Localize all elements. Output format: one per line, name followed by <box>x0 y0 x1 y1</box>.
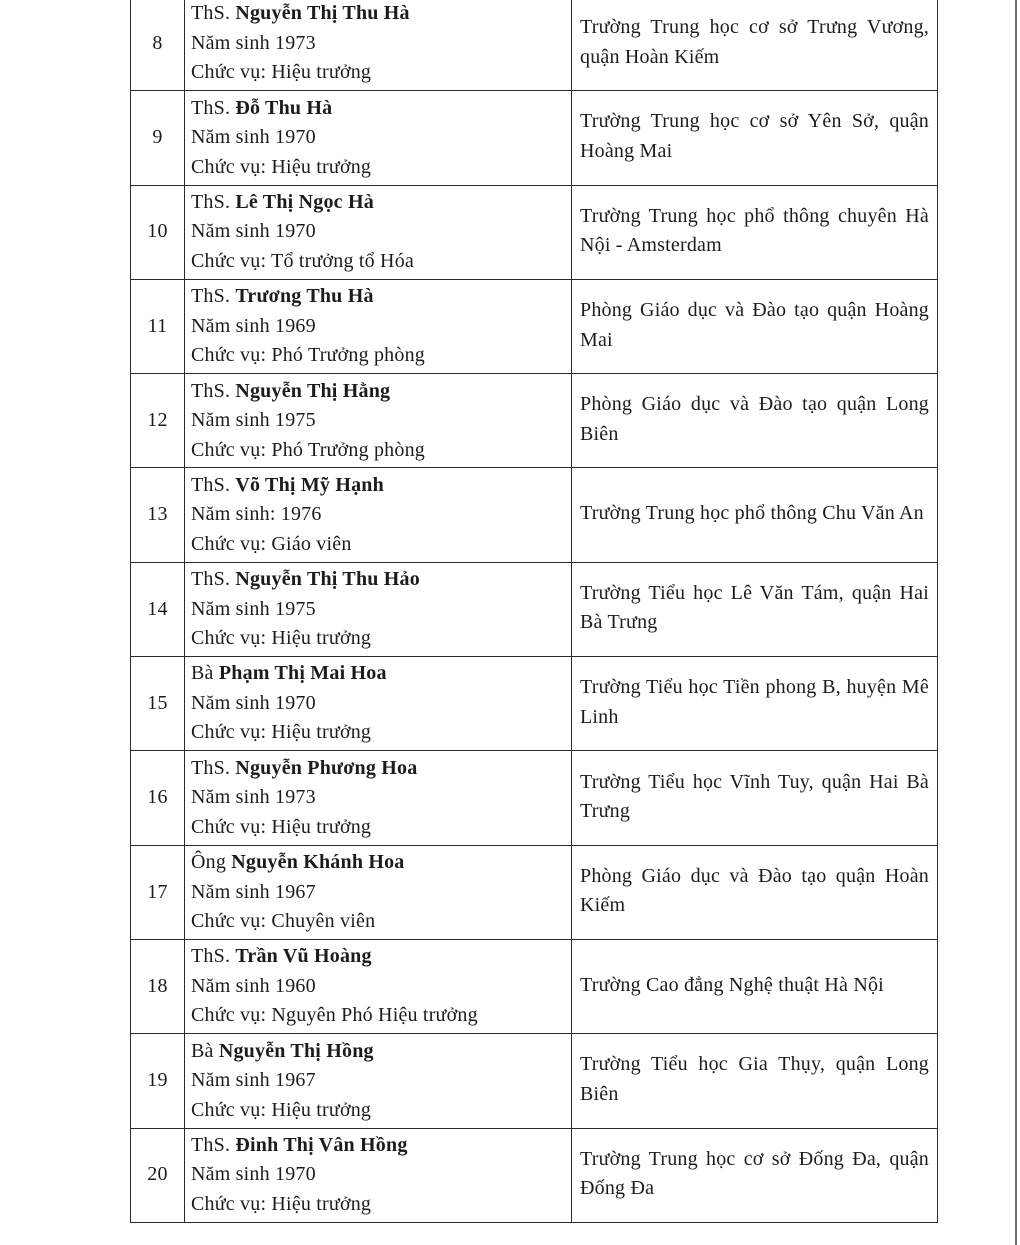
table-row <box>131 939 938 1033</box>
birth-year: Năm sinh 1970 <box>191 691 316 714</box>
person-title-line <box>191 1037 567 1067</box>
workplace: Trường Tiểu học Tiền phong B, huyện Mê Linh <box>572 657 938 751</box>
person-cell <box>185 0 572 91</box>
row-number: 11 <box>131 279 185 373</box>
person-cell <box>185 1034 572 1128</box>
position: Chức vụ: Hiệu trưởng <box>191 815 372 838</box>
birth-year: Năm sinh 1967 <box>191 880 316 903</box>
person-name: Đinh Thị Vân Hồng <box>235 1133 408 1156</box>
person-cell <box>185 279 572 373</box>
position: Chức vụ: Giáo viên <box>191 532 352 555</box>
person-title-line <box>191 942 567 972</box>
person-name: Võ Thị Mỹ Hạnh <box>235 473 384 496</box>
person-title-line <box>191 565 567 595</box>
birth-year: Năm sinh 1967 <box>191 1069 316 1092</box>
person-name: Phạm Thị Mai Hoa <box>218 662 387 685</box>
birth-year: Năm sinh 1970 <box>191 1163 316 1186</box>
position: Chức vụ: Chuyên viên <box>191 910 376 933</box>
person-title: ThS. <box>191 379 231 402</box>
workplace: Trường Trung học cơ sở Trưng Vương, quận Hoàn Kiếm <box>572 0 938 91</box>
table-row <box>131 91 938 185</box>
workplace: Trường Cao đẳng Nghệ thuật Hà Nội <box>572 939 938 1033</box>
workplace: Phòng Giáo dục và Đào tạo quận Hoàn Kiếm <box>572 845 938 939</box>
workplace: Trường Tiểu học Lê Văn Tám, quận Hai Bà Trưng <box>572 562 938 656</box>
position: Chức vụ: Hiệu trưởng <box>191 721 372 744</box>
table-row <box>131 185 938 279</box>
table-row <box>131 657 938 751</box>
birth-year: Năm sinh 1970 <box>191 126 316 149</box>
person-name: Đỗ Thu Hà <box>235 96 333 119</box>
birth-year: Năm sinh 1970 <box>191 220 316 243</box>
table-row <box>131 1034 938 1128</box>
birth-year: Năm sinh 1960 <box>191 974 316 997</box>
table-row <box>131 374 938 468</box>
table-row <box>131 845 938 939</box>
workplace: Trường Trung học phổ thông Chu Văn An <box>572 468 938 562</box>
person-title-line <box>191 1131 567 1161</box>
birth-year: Năm sinh: 1976 <box>191 503 322 526</box>
table-row <box>131 468 938 562</box>
position: Chức vụ: Hiệu trưởng <box>191 627 372 650</box>
table-row <box>131 279 938 373</box>
row-number: 9 <box>131 91 185 185</box>
row-number: 17 <box>131 845 185 939</box>
person-title: ThS. <box>191 756 231 779</box>
table-row <box>131 1128 938 1222</box>
table-row <box>131 562 938 656</box>
person-name: Nguyễn Thị Thu Hảo <box>235 568 420 591</box>
birth-year: Năm sinh 1975 <box>191 597 316 620</box>
person-title: ThS. <box>191 1133 231 1156</box>
position: Chức vụ: Phó Trưởng phòng <box>191 344 425 367</box>
birth-year: Năm sinh 1975 <box>191 409 316 432</box>
row-number: 12 <box>131 374 185 468</box>
person-title: ThS. <box>191 96 231 119</box>
personnel-table-body <box>131 0 938 1222</box>
person-cell <box>185 1128 572 1222</box>
person-title: Bà <box>191 662 214 685</box>
table-row <box>131 751 938 845</box>
person-cell <box>185 468 572 562</box>
position: Chức vụ: Phó Trưởng phòng <box>191 438 425 461</box>
person-title-line <box>191 471 567 501</box>
table-row <box>131 0 938 91</box>
page-edge-shadow <box>1015 0 1017 1245</box>
person-name: Nguyễn Thị Thu Hà <box>235 2 410 25</box>
workplace: Trường Tiểu học Gia Thụy, quận Long Biên <box>572 1034 938 1128</box>
birth-year: Năm sinh 1969 <box>191 314 316 337</box>
personnel-table <box>130 0 938 1223</box>
person-name: Nguyễn Khánh Hoa <box>231 851 405 874</box>
position: Chức vụ: Nguyên Phó Hiệu trưởng <box>191 1004 478 1027</box>
person-cell <box>185 751 572 845</box>
row-number: 16 <box>131 751 185 845</box>
person-title: ThS. <box>191 285 231 308</box>
person-title: ThS. <box>191 945 231 968</box>
person-name: Nguyễn Thị Hằng <box>235 379 391 402</box>
person-title: Bà <box>191 1039 214 1062</box>
row-number: 18 <box>131 939 185 1033</box>
person-name: Nguyễn Thị Hồng <box>218 1039 374 1062</box>
workplace: Trường Trung học cơ sở Yên Sở, quận Hoàng Mai <box>572 91 938 185</box>
person-cell <box>185 939 572 1033</box>
row-number: 19 <box>131 1034 185 1128</box>
person-title-line <box>191 754 567 784</box>
workplace: Phòng Giáo dục và Đào tạo quận Long Biên <box>572 374 938 468</box>
person-title-line <box>191 0 567 29</box>
person-name: Nguyễn Phương Hoa <box>235 756 418 779</box>
person-cell <box>185 374 572 468</box>
person-cell <box>185 845 572 939</box>
person-title: ThS. <box>191 190 231 213</box>
position: Chức vụ: Hiệu trưởng <box>191 1098 372 1121</box>
person-title-line <box>191 659 567 689</box>
position: Chức vụ: Hiệu trưởng <box>191 1192 372 1215</box>
workplace: Trường Tiểu học Vĩnh Tuy, quận Hai Bà Trưng <box>572 751 938 845</box>
row-number: 14 <box>131 562 185 656</box>
person-title-line <box>191 282 567 312</box>
row-number: 8 <box>131 0 185 91</box>
person-title-line <box>191 94 567 124</box>
person-cell <box>185 185 572 279</box>
workplace: Phòng Giáo dục và Đào tạo quận Hoàng Mai <box>572 279 938 373</box>
position: Chức vụ: Tổ trưởng tổ Hóa <box>191 249 414 272</box>
person-title: Ông <box>191 851 227 874</box>
position: Chức vụ: Hiệu trưởng <box>191 61 372 84</box>
position: Chức vụ: Hiệu trưởng <box>191 155 372 178</box>
row-number: 20 <box>131 1128 185 1222</box>
row-number: 15 <box>131 657 185 751</box>
person-title: ThS. <box>191 473 231 496</box>
row-number: 10 <box>131 185 185 279</box>
person-cell <box>185 91 572 185</box>
workplace: Trường Trung học phổ thông chuyên Hà Nội - Amsterdam <box>572 185 938 279</box>
person-title: ThS. <box>191 568 231 591</box>
person-name: Trần Vũ Hoàng <box>235 945 372 968</box>
person-cell <box>185 657 572 751</box>
workplace: Trường Trung học cơ sở Đống Đa, quận Đống Đa <box>572 1128 938 1222</box>
person-name: Trương Thu Hà <box>235 285 374 308</box>
person-name: Lê Thị Ngọc Hà <box>235 190 374 213</box>
person-cell <box>185 562 572 656</box>
person-title: ThS. <box>191 2 231 25</box>
row-number: 13 <box>131 468 185 562</box>
birth-year: Năm sinh 1973 <box>191 31 316 54</box>
person-title-line <box>191 188 567 218</box>
person-title-line <box>191 377 567 407</box>
birth-year: Năm sinh 1973 <box>191 786 316 809</box>
person-title-line <box>191 848 567 878</box>
